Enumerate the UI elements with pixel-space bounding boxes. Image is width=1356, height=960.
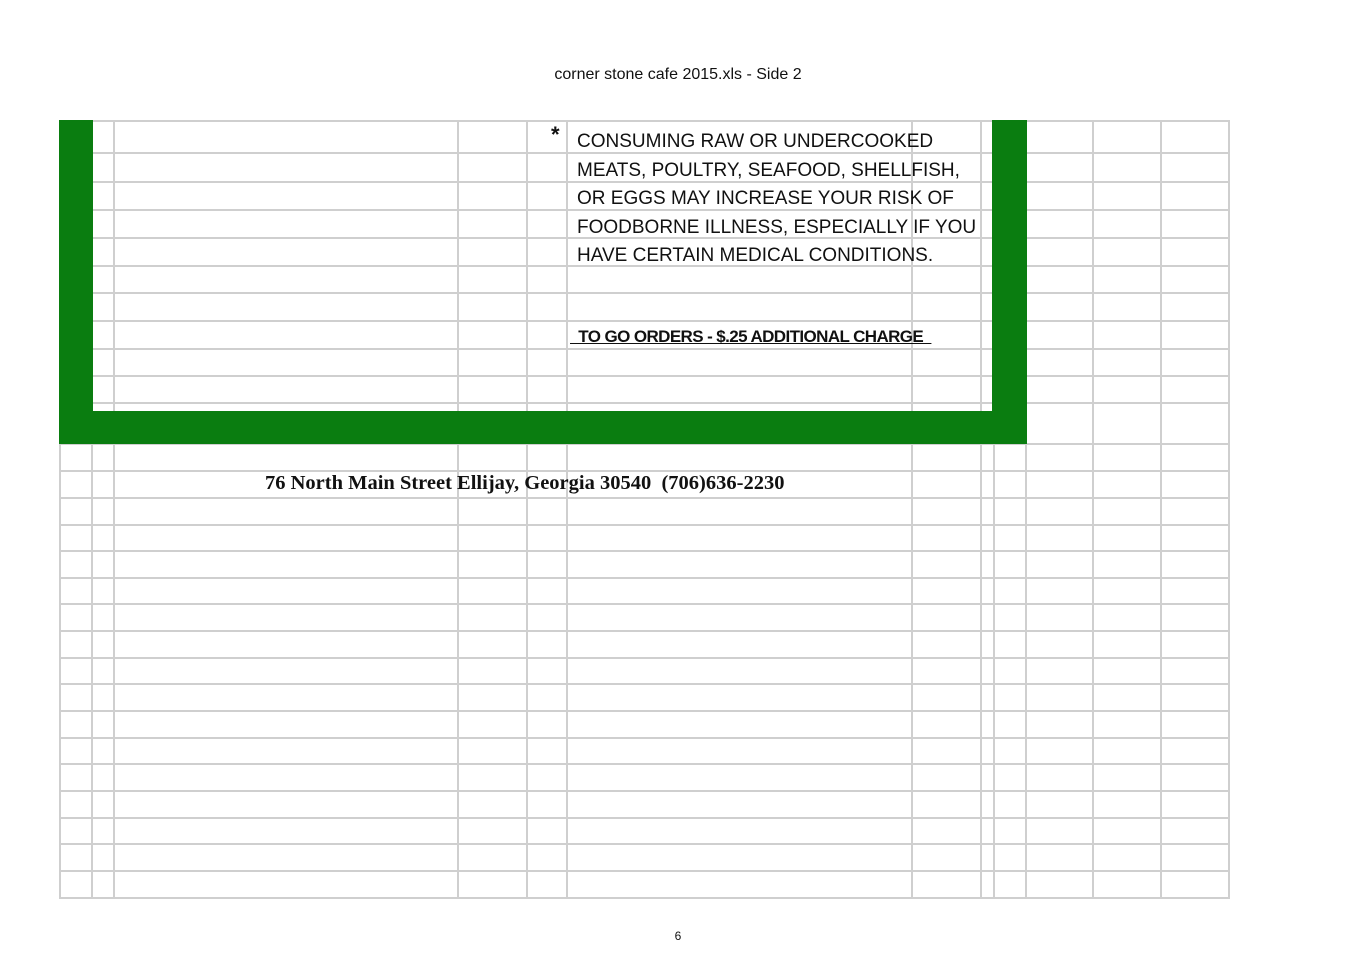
grid-row-line [59, 817, 1230, 819]
warning-line: FOODBORNE ILLNESS, ESPECIALLY IF YOU [577, 216, 977, 238]
grid-row-line [59, 790, 1230, 792]
grid-row-line [59, 577, 1230, 579]
grid-row-line [59, 497, 1230, 499]
raw-food-warning [577, 128, 976, 271]
grid-row-line [59, 897, 1230, 899]
grid-row-line [59, 292, 1230, 294]
to-go-charge-notice: TO GO ORDERS - $.25 ADDITIONAL CHARGE [570, 327, 932, 346]
warning-line: OR EGGS MAY INCREASE YOUR RISK OF [577, 188, 954, 209]
grid-row-line [59, 320, 1230, 322]
grid-row-line [59, 630, 1230, 632]
grid-row-line [59, 603, 1230, 605]
page-number: 6 [674, 929, 682, 943]
address-line: 76 North Main Street Ellijay, Georgia 30540 (706)636-2230 [265, 472, 785, 494]
notice-asterisk: * [551, 122, 560, 147]
grid-row-line [59, 737, 1230, 739]
warning-line: HAVE CERTAIN MEDICAL CONDITIONS. [577, 245, 934, 266]
page-header-title: corner stone cafe 2015.xls - Side 2 [554, 66, 802, 83]
grid-row-line [59, 402, 1230, 404]
green-border-right [992, 120, 1027, 444]
grid-row-line [59, 763, 1230, 765]
grid-row-line [59, 710, 1230, 712]
grid-row-line [59, 524, 1230, 526]
green-border-bottom [59, 411, 1027, 444]
green-border-left [59, 120, 93, 444]
grid-row-line [59, 375, 1230, 377]
grid-row-line [59, 870, 1230, 872]
grid-row-line [59, 550, 1230, 552]
warning-line: CONSUMING RAW OR UNDERCOOKED [577, 131, 934, 152]
grid-row-line [59, 657, 1230, 659]
warning-line: MEATS, POULTRY, SEAFOOD, SHELLFISH, [577, 159, 960, 181]
grid-row-line [59, 348, 1230, 350]
grid-row-line [59, 683, 1230, 685]
grid-row-line [59, 120, 1230, 122]
grid-row-line [59, 843, 1230, 845]
